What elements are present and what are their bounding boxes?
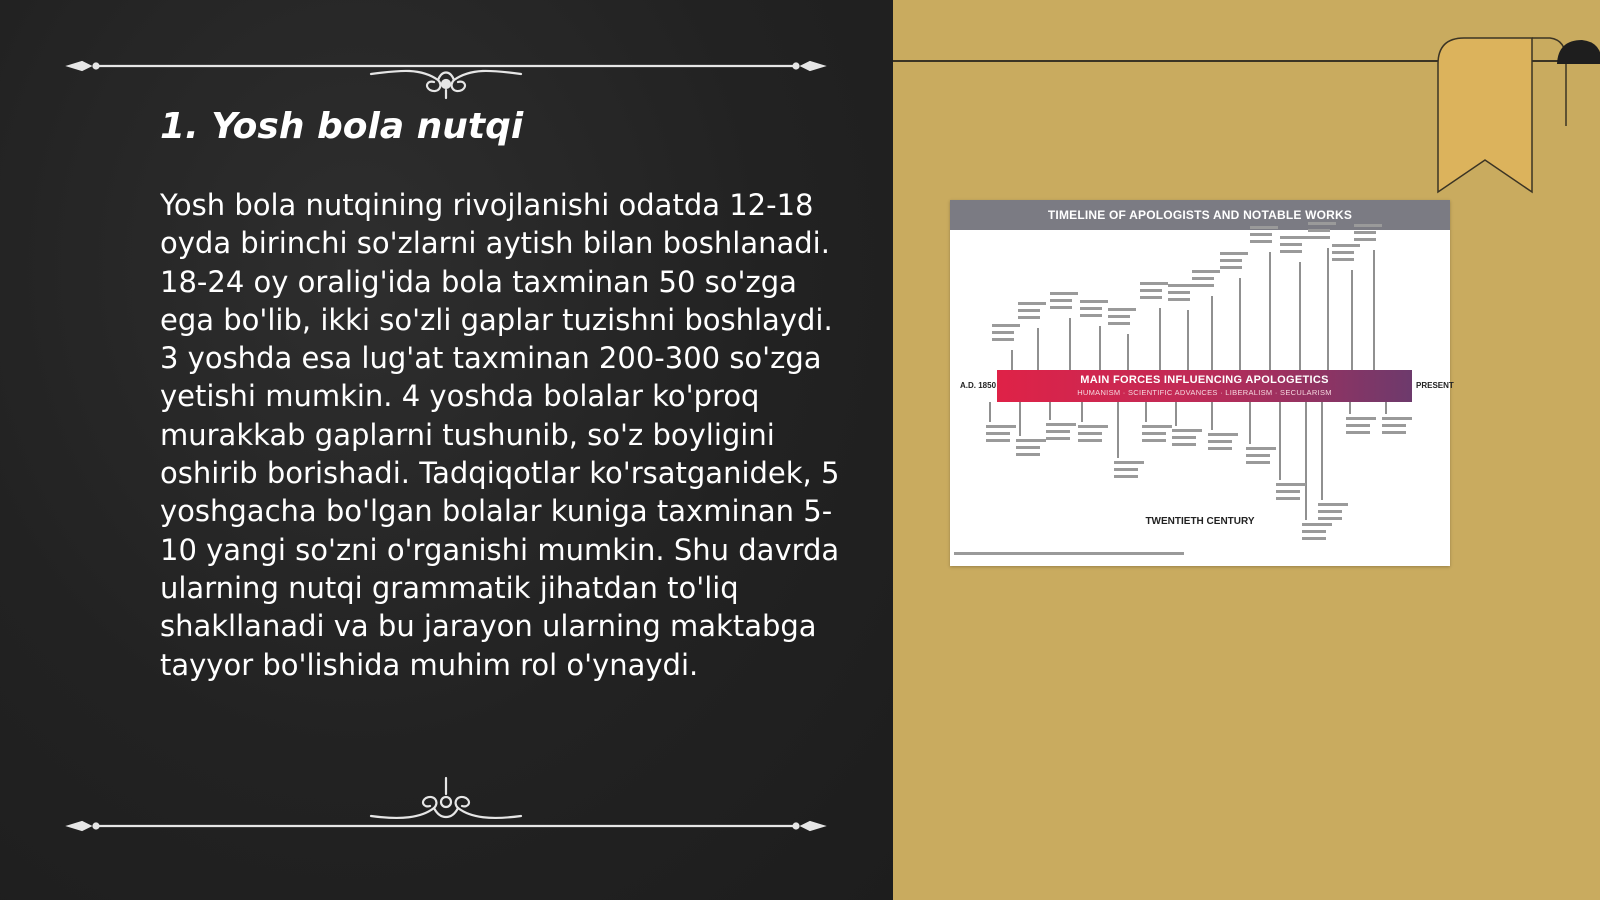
forces-bar-title: MAIN FORCES INFLUENCING APOLOGETICS — [1080, 374, 1329, 386]
timeline-entry-text — [1382, 431, 1406, 434]
timeline-entry-text — [1276, 490, 1300, 493]
timeline-entry-text — [1192, 270, 1220, 273]
timeline-entry-text — [1346, 417, 1376, 420]
timeline-entry-text — [1140, 282, 1168, 285]
timeline-entry-text — [1332, 258, 1354, 261]
timeline-entry-text — [1142, 432, 1166, 435]
timeline-entry-text — [1246, 447, 1276, 450]
timeline-entry-text — [1168, 291, 1190, 294]
timeline-entry-text — [1108, 308, 1136, 311]
timeline-entry-text — [986, 439, 1010, 442]
timeline-entry-text — [1078, 425, 1108, 428]
timeline-entry-text — [1016, 446, 1040, 449]
timeline-entry-text — [992, 331, 1014, 334]
timeline-entry-text — [1046, 437, 1070, 440]
timeline-entry-text — [1280, 250, 1302, 253]
timeline-entry-text — [1276, 497, 1300, 500]
timeline-entry-text — [1208, 440, 1232, 443]
timeline-entry-text — [1018, 316, 1040, 319]
forces-bar-subtitle: HUMANISM · SCIENTIFIC ADVANCES · LIBERALISM · SECULARISM — [1077, 388, 1332, 397]
timeline-entry-text — [1302, 537, 1326, 540]
timeline-entry-text — [1318, 510, 1342, 513]
timeline-entry-text — [1332, 251, 1354, 254]
timeline-entry-text — [1168, 298, 1190, 301]
timeline-entry-text — [1276, 483, 1306, 486]
timeline-entry-text — [1220, 259, 1242, 262]
timeline-entry-text — [1246, 461, 1270, 464]
timeline-entry-text — [1354, 238, 1376, 241]
slide-body-text: Yosh bola nutqining rivojlanishi odatda 12-18 oyda birinchi so'zlarni aytish bilan boshlanadi. 18-24 oy oralig'ida bola taxminan 50 so'zga ega bo'lib, ikki so'zli gaplar tuzishni boshlaydi. 3 yoshda esa lug'at taxminan 200-300 so'zga yetishi mumkin. 4 yoshda bolalar ko'proq murakkab gaplarni tushunib, so'z boyligini oshirib borishadi. Tadqiqotlar ko'rsatganidek, 5 yoshgacha bo'lgan bolalar kuniga taxminan 5-10 yangi so'zni o'rganishi mumkin. Shu davrda ularning nutqi grammatik jihatdan to'liq shakllanadi va bu jarayon ularning maktabga tayyor bo'lishida muhim rol o'ynaydi. — [160, 188, 840, 682]
timeline-start-label: A.D. 1850 — [960, 381, 997, 390]
timeline-end-label: PRESENT — [1416, 381, 1454, 390]
timeline-entry-text — [1114, 475, 1138, 478]
timeline-entry-text — [1302, 530, 1326, 533]
timeline-entry-text — [1016, 439, 1046, 442]
timeline-entry-text — [1108, 315, 1130, 318]
century-label: TWENTIETH CENTURY — [1145, 516, 1255, 527]
timeline-entry-text — [992, 324, 1020, 327]
timeline-entry-text — [1354, 231, 1376, 234]
timeline-entry-text — [1220, 266, 1242, 269]
slide-title: 1. Yosh bola nutqi — [160, 106, 524, 147]
timeline-entry-text — [1046, 430, 1070, 433]
timeline-entry-text — [1142, 439, 1166, 442]
timeline-entry-text — [1318, 517, 1342, 520]
timeline-entry-text — [1172, 443, 1196, 446]
timeline-entry-text — [1354, 224, 1382, 227]
timeline-entry-text — [1050, 299, 1072, 302]
timeline-entry-text — [1250, 240, 1272, 243]
timeline-entry-text — [1172, 436, 1196, 439]
timeline-entry-text — [1332, 244, 1360, 247]
timeline-entry-text — [992, 338, 1014, 341]
timeline-entry-text — [1280, 243, 1302, 246]
timeline-entry-text — [1168, 284, 1196, 287]
timeline-entry-text — [1080, 314, 1102, 317]
timeline-entry-text — [1108, 322, 1130, 325]
timeline-entry-text — [1192, 277, 1214, 280]
timeline-entry-text — [986, 432, 1010, 435]
timeline-entry-text — [1046, 423, 1076, 426]
bottom-ornament-icon — [66, 772, 826, 832]
timeline-entry-text — [1318, 503, 1348, 506]
timeline-entry-text — [1140, 289, 1162, 292]
timeline-figure — [950, 200, 1454, 566]
timeline-entry-text — [1018, 309, 1040, 312]
timeline-entry-text — [1280, 236, 1308, 239]
timeline-entry-text — [1346, 424, 1370, 427]
timeline-entry-text — [1308, 222, 1336, 225]
timeline-entry-text — [1250, 226, 1278, 229]
timeline-entry-text — [1078, 439, 1102, 442]
timeline-entry-text — [1250, 233, 1272, 236]
timeline-entry-text — [1382, 417, 1412, 420]
timeline-entry-text — [1114, 468, 1138, 471]
timeline-entry-text — [1078, 432, 1102, 435]
timeline-entry-text — [1172, 429, 1202, 432]
timeline-entry-text — [1302, 523, 1332, 526]
timeline-entry-text — [1016, 453, 1040, 456]
timeline-entry-text — [1308, 236, 1330, 239]
timeline-entry-text — [1018, 302, 1046, 305]
timeline-entry-text — [1142, 425, 1172, 428]
figure-header-text: TIMELINE OF APOLOGISTS AND NOTABLE WORKS — [1047, 208, 1353, 222]
bookmark-ribbon-icon — [1430, 36, 1600, 202]
timeline-entry-text — [1346, 431, 1370, 434]
timeline-entry-text — [1246, 454, 1270, 457]
timeline-entry-text — [1208, 447, 1232, 450]
timeline-entry-text — [1208, 433, 1238, 436]
timeline-entry-text — [1308, 229, 1330, 232]
timeline-entry-text — [1080, 300, 1108, 303]
timeline-entry-text — [1140, 296, 1162, 299]
figure-footnote — [954, 552, 1184, 555]
timeline-entry-text — [1080, 307, 1102, 310]
timeline-entry-text — [1050, 306, 1072, 309]
timeline-entry-text — [1382, 424, 1406, 427]
top-ornament-icon — [66, 40, 826, 100]
timeline-entry-text — [1192, 284, 1214, 287]
timeline-entry-text — [1114, 461, 1144, 464]
timeline-entry-text — [1050, 292, 1078, 295]
timeline-entry-text — [986, 425, 1016, 428]
timeline-entry-text — [1220, 252, 1248, 255]
